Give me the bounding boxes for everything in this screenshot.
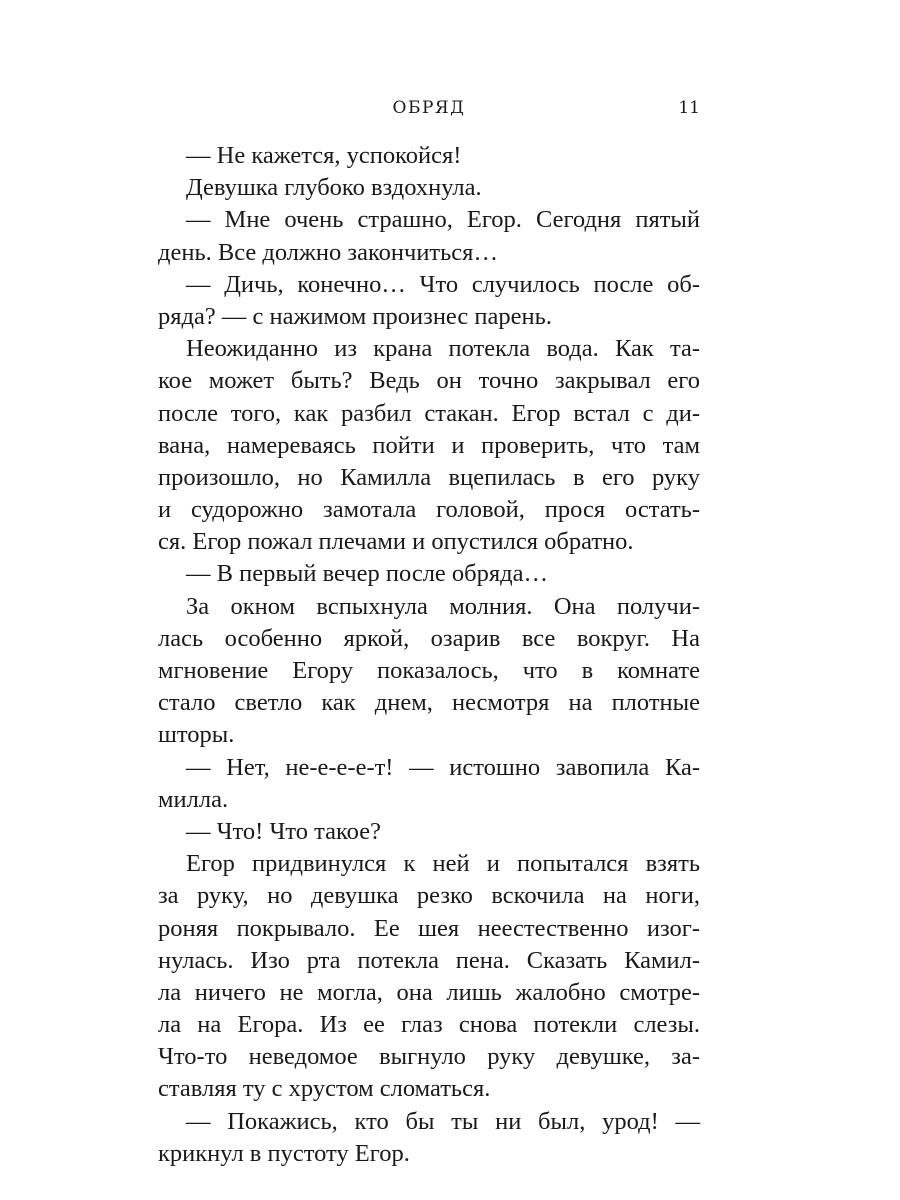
text-line: роняя покрывало. Ее шея неестественно изог- [158,914,700,942]
text-line: после того, как разбил стакан. Егор встал с ди- [158,399,700,427]
text-line: день. Все должно закончиться… [158,238,498,266]
text-line: — Не кажется, успокойся! [186,142,462,169]
page-number: 11 [678,98,700,118]
text-line: лась особенно яркой, озарив все вокруг. На [158,624,700,652]
text-line: нулась. Изо рта потекла пена. Сказать Камил- [158,946,700,974]
text-line: ряда? — с нажимом произнес парень. [158,302,552,330]
text-line: произошло, но Камилла вцепилась в его руку [158,463,700,491]
text-line: — Что! Что такое? [186,817,381,845]
text-line: за руку, но девушка резко вскочила на ноги, [158,882,700,910]
running-title: ОБРЯД [392,98,466,118]
text-line: ся. Егор пожал плечами и опустился обратно. [158,528,634,556]
text-line: стало светло как днем, несмотря на плотные [158,689,700,717]
text-line: — Нет, не-е-е-е-т! — истошно завопила Ка- [186,753,700,781]
text-line: мгновение Егору показалось, что в комнате [158,657,700,684]
text-line: Что-то неведомое выгнуло руку девушке, за- [158,1043,700,1071]
text-line: ла ничего не могла, она лишь жалобно смотре- [158,978,700,1006]
text-line: ставляя ту с хрустом сломаться. [158,1075,491,1103]
text-line: Девушка глубоко вздохнула. [186,174,482,202]
text-line: Неожиданно из крана потекла вода. Как та- [186,335,700,363]
running-header [158,98,700,122]
text-line: ла на Егора. Из ее глаз снова потекли слезы. [158,1011,700,1039]
text-line: — Мне очень страшно, Егор. Сегодня пятый [186,206,700,234]
text-line: милла. [158,785,229,813]
text-line: За окном вспыхнула молния. Она получи- [186,592,700,620]
text-line: — Дичь, конечно… Что случилось после об- [186,270,700,298]
body-text [158,140,700,1170]
text-line: кое может быть? Ведь он точно закрывал его [158,367,700,395]
text-line: вана, намереваясь пойти и проверить, что там [158,431,700,459]
text-line: крикнул в пустоту Егор. [158,1139,410,1167]
text-line: — Покажись, кто бы ты ни был, урод! — [186,1107,700,1135]
text-line: и судорожно замотала головой, прося остать- [158,496,700,524]
text-line: шторы. [158,721,235,749]
text-line: Егор придвинулся к ней и попытался взять [186,850,700,878]
text-line: — В первый вечер после обряда… [186,560,548,588]
